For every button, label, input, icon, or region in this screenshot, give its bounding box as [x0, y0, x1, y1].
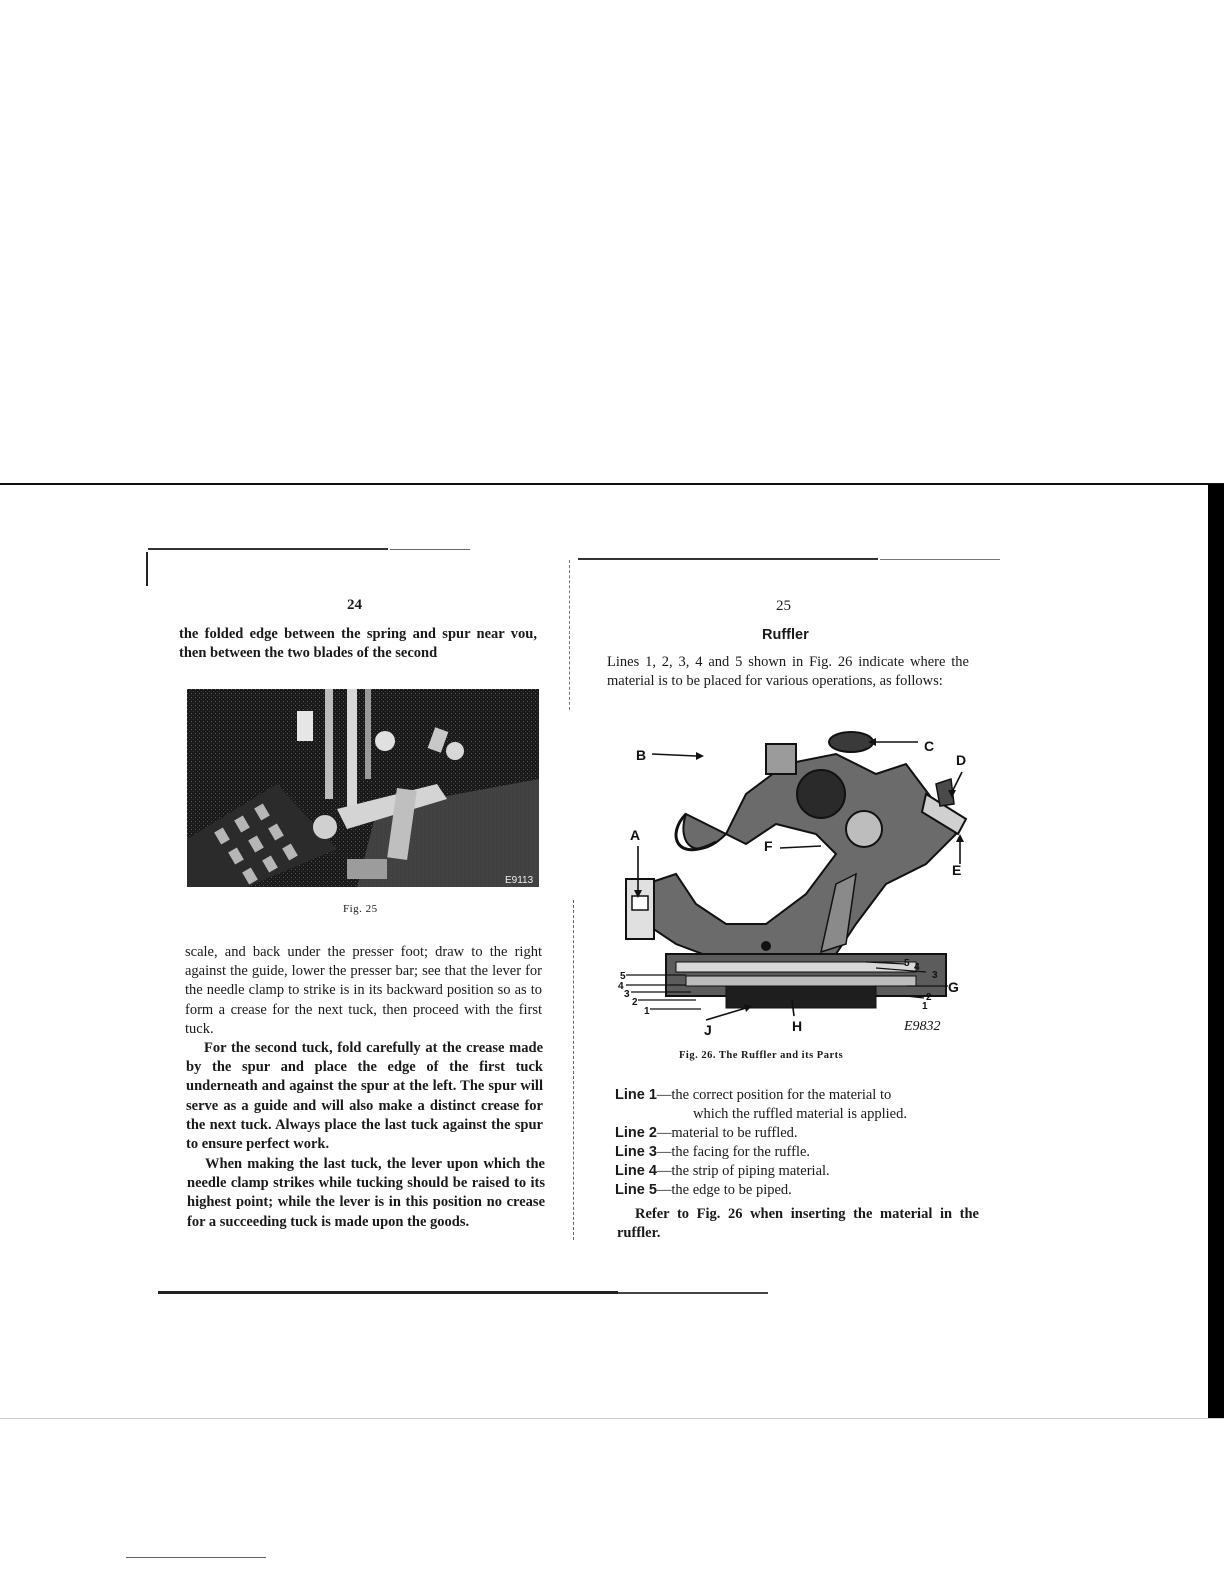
line-label-3-right: 3 [932, 970, 938, 981]
line-definition-3 [615, 1143, 985, 1162]
top-rule-right [578, 558, 878, 560]
left-margin-mark [146, 552, 148, 586]
fig-25-caption: Fig. 25 [343, 903, 378, 915]
label-d: D [956, 752, 967, 768]
fig-26-plate-code: E9832 [904, 1019, 941, 1034]
label-h: H [792, 1018, 803, 1034]
top-rule-left [148, 548, 388, 550]
left-opening-text: the folded edge between the spring and spur near vou, then between the two blades of the second [179, 626, 537, 662]
bottom-rule [158, 1291, 618, 1294]
line-key: Line 1 [615, 1087, 657, 1103]
scan-edge [0, 483, 1224, 485]
line-key: Line 2 [615, 1125, 657, 1141]
line-text: —the facing for the ruffle. [656, 1144, 811, 1160]
label-f: F [764, 838, 773, 854]
tucker-photo-illustration [187, 689, 539, 887]
line-definitions-list [615, 1086, 985, 1200]
line-label-2-right: 2 [926, 992, 932, 1003]
line-key: Line 4 [615, 1163, 657, 1179]
label-b: B [636, 747, 647, 763]
label-c: C [924, 738, 935, 754]
label-g: G [948, 979, 959, 995]
right-closing-text: Refer to Fig. 26 when inserting the material in the ruffler. [617, 1206, 979, 1242]
line-text: —material to be ruffled. [656, 1125, 798, 1141]
right-intro-text: Lines 1, 2, 3, 4 and 5 shown in Fig. 26 indicate where the material is to be placed for various operations, as follows: [607, 654, 969, 690]
line-label-4-right: 4 [914, 962, 920, 973]
line-key: Line 3 [615, 1144, 657, 1160]
gutter-line-bottom [573, 900, 575, 1240]
line-label-4-left: 4 [618, 981, 624, 992]
scan-bottom-edge [0, 1418, 1224, 1419]
label-e: E [952, 862, 962, 878]
line-label-1-left: 1 [644, 1006, 650, 1017]
label-a: A [630, 827, 641, 843]
left-paragraph-2: For the second tuck, fold carefully at the crease made by the spur and place the edge of the first tuck underneath and against the spur at the left. The spur will serve as a guide and will also make a distinct crease for the next tuck. Always place the last tuck against the spur to ensure perfect work. [186, 1040, 543, 1153]
left-paragraph-1: scale, and back under the presser foot; draw to the right against the guide, lower the presser bar; see that the lever for the needle clamp to strike is in its backward position so as to form a crease for the next tuck, then proceed with the first tuck. [185, 944, 542, 1037]
page-number-right: 25 [776, 598, 791, 614]
line-text: —the strip of piping material. [656, 1163, 830, 1179]
blank-margin-top [0, 0, 1224, 483]
line-text: —the correct position for the material to [656, 1087, 892, 1103]
gutter-line-top [569, 560, 571, 710]
fig-26-ruffler-diagram [606, 724, 980, 1040]
fig-25-plate-code: E9113 [505, 875, 534, 886]
line-key: Line 5 [615, 1182, 657, 1198]
top-rule-right-fade [880, 559, 1000, 560]
line-label-3-left: 3 [624, 989, 630, 1000]
line-label-5-right: 5 [904, 958, 910, 969]
line-definition-4 [615, 1162, 985, 1181]
page-number-left: 24 [347, 597, 362, 613]
line-definition-2 [615, 1124, 985, 1143]
section-heading-ruffler: Ruffler [762, 627, 809, 643]
bottom-rule-fade [618, 1292, 768, 1294]
bottom-link-line [126, 1557, 266, 1558]
ruffler-illustration [606, 724, 980, 1040]
scan-right-edge [1208, 484, 1224, 1418]
line-definition-1 [615, 1086, 985, 1124]
line-continuation: which the ruffled material is applied. [693, 1106, 907, 1122]
fig-25-photo [187, 689, 539, 887]
line-label-2-left: 2 [632, 997, 638, 1008]
line-label-5-left: 5 [620, 971, 626, 982]
fig-26-caption: Fig. 26. The Ruffler and its Parts [679, 1050, 844, 1061]
line-text: —the edge to be piped. [656, 1182, 792, 1198]
top-rule-left-fade [390, 549, 470, 550]
left-paragraph-3: When making the last tuck, the lever upon which the needle clamp strikes while tucking should be raised to its highest point; while the lever is in this position no crease for a succeeding tuck is made upon the goods. [187, 1156, 545, 1230]
line-definition-5 [615, 1181, 985, 1200]
label-j: J [704, 1022, 712, 1038]
line-label-1-right: 1 [922, 1001, 928, 1012]
